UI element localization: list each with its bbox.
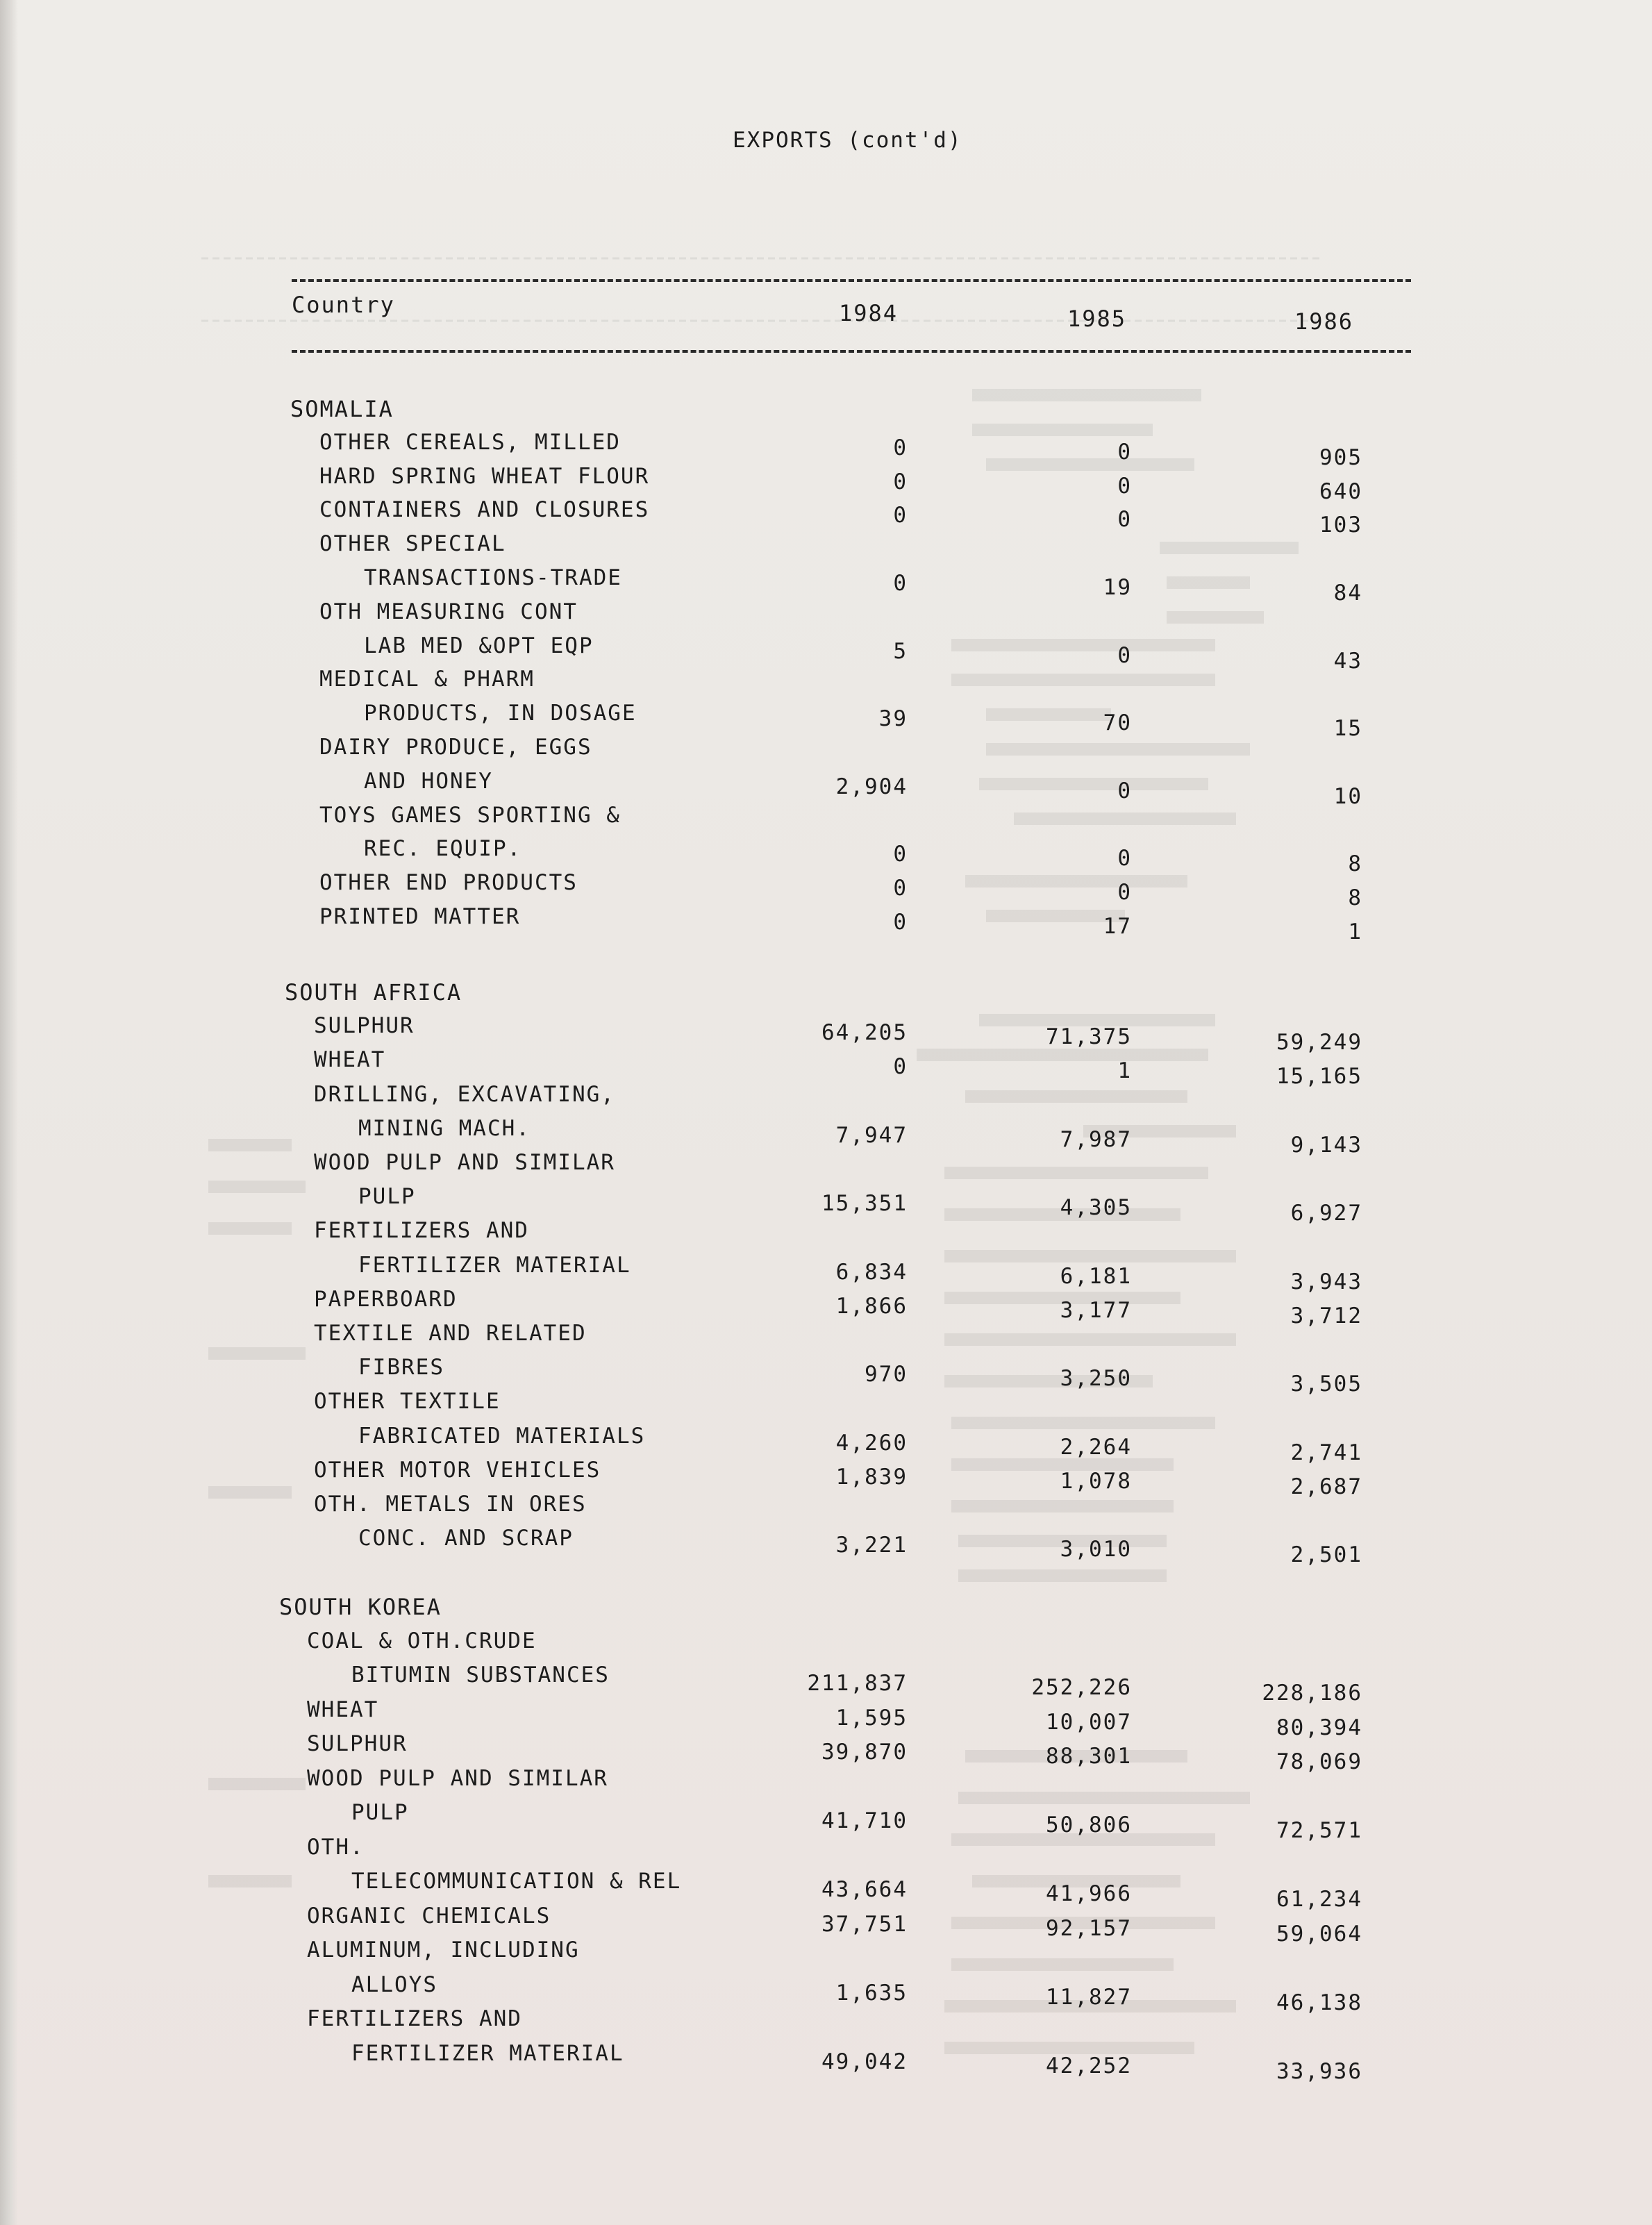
value-1986: 3,943 [1290,1269,1362,1294]
value-1985: 42,252 [1046,2053,1132,2078]
value-1985: 252,226 [1031,1675,1132,1700]
item-label: WHEAT [314,1047,386,1073]
value-1986: 6,927 [1290,1201,1362,1226]
item-label-continued: REC. EQUIP. [364,836,522,862]
item-label-continued: AND HONEY [364,768,493,794]
value-1984: 0 [893,876,908,901]
item-label: ORGANIC CHEMICALS [307,1903,551,1928]
value-1986: 103 [1319,512,1362,538]
value-1985: 92,157 [1046,1915,1132,1941]
value-1986: 8 [1348,885,1362,911]
item-label-continued: FERTILIZER MATERIAL [358,1252,631,1278]
value-1984: 39,870 [821,1740,908,1765]
item-label-continued: PULP [358,1184,416,1210]
column-header-1986: 1986 [1294,308,1354,335]
value-1985: 0 [1117,507,1132,533]
item-label: DAIRY PRODUCE, EGGS [319,735,592,760]
value-1985: 10,007 [1046,1709,1132,1735]
value-1985: 2,264 [1060,1434,1132,1460]
value-1984: 5 [893,638,908,664]
value-1984: 0 [893,469,908,494]
value-1986: 46,138 [1276,1990,1362,2015]
column-header-country: Country [292,292,395,318]
value-1985: 71,375 [1046,1024,1132,1050]
item-label-continued: TRANSACTIONS-TRADE [364,565,622,590]
value-1984: 1,866 [835,1293,908,1319]
value-1985: 11,827 [1046,1984,1132,2010]
value-1984: 0 [893,571,908,596]
value-1984: 43,664 [821,1877,908,1902]
item-label-continued: TELECOMMUNICATION & REL [351,1869,682,1894]
value-1984: 4,260 [835,1430,908,1456]
value-1984: 39 [878,706,908,732]
value-1985: 7,987 [1060,1126,1132,1152]
value-1984: 970 [865,1362,908,1388]
country-heading: SOUTH AFRICA [285,979,462,1006]
value-1984: 0 [893,503,908,528]
item-label: PRINTED MATTER [319,904,521,929]
value-1985: 0 [1117,473,1132,499]
value-1986: 1 [1348,919,1362,944]
value-1986: 59,064 [1276,1921,1362,1947]
value-1984: 49,042 [821,2049,908,2074]
value-1985: 41,966 [1046,1881,1132,1906]
value-1986: 3,712 [1290,1303,1362,1328]
value-1985: 1,078 [1060,1468,1132,1494]
value-1986: 2,741 [1290,1440,1362,1465]
value-1984: 0 [893,1054,908,1080]
value-1984: 6,834 [835,1259,908,1285]
value-1985: 4,305 [1060,1195,1132,1221]
value-1985: 3,250 [1060,1366,1132,1392]
value-1985: 17 [1103,914,1132,939]
item-label: WOOD PULP AND SIMILAR [314,1150,615,1175]
value-1986: 15 [1333,716,1362,742]
value-1984: 64,205 [821,1020,908,1046]
item-label: OTHER TEXTILE [314,1389,501,1415]
item-label-continued: FIBRES [358,1355,444,1381]
value-1984: 15,351 [821,1191,908,1217]
item-label: ALUMINUM, INCLUDING [307,1938,580,1962]
value-1984: 0 [893,910,908,935]
value-1986: 905 [1319,444,1362,470]
value-1984: 1,595 [835,1705,908,1731]
item-label: HARD SPRING WHEAT FLOUR [319,463,650,489]
value-1986: 80,394 [1276,1715,1362,1740]
value-1984: 1,635 [835,1980,908,2006]
value-1986: 2,501 [1290,1542,1362,1568]
item-label: OTH MEASURING CONT [319,599,578,624]
item-label: OTHER END PRODUCTS [319,870,578,896]
item-label: WHEAT [307,1697,379,1722]
item-label-continued: FABRICATED MATERIALS [358,1423,646,1449]
item-label: WOOD PULP AND SIMILAR [307,1765,608,1791]
value-1985: 19 [1103,575,1132,600]
item-label: OTHER SPECIAL [319,531,506,557]
value-1986: 10 [1333,783,1362,809]
value-1986: 3,505 [1290,1372,1362,1397]
country-heading: SOUTH KOREA [279,1594,442,1620]
item-label-continued: BITUMIN SUBSTANCES [351,1662,610,1688]
item-label-continued: LAB MED &OPT EQP [364,633,594,658]
item-label: CONTAINERS AND CLOSURES [319,497,650,523]
column-header-1984: 1984 [839,300,899,326]
value-1984: 1,839 [835,1464,908,1490]
item-label: FERTILIZERS AND [314,1218,529,1244]
value-1984: 7,947 [835,1122,908,1148]
country-heading: SOMALIA [290,396,394,422]
value-1985: 0 [1117,642,1132,668]
value-1984: 37,751 [821,1911,908,1937]
value-1986: 72,571 [1276,1818,1362,1843]
value-1985: 1 [1117,1058,1132,1084]
value-1985: 0 [1117,439,1132,465]
item-label: OTH. METALS IN ORES [314,1492,587,1517]
value-1986: 59,249 [1276,1030,1362,1056]
value-1986: 33,936 [1276,2058,1362,2084]
item-label-continued: PULP [351,1800,409,1825]
value-1986: 61,234 [1276,1887,1362,1912]
value-1986: 84 [1333,581,1362,606]
value-1986: 78,069 [1276,1749,1362,1774]
value-1985: 0 [1117,846,1132,872]
item-label: PAPERBOARD [314,1286,458,1312]
value-1985: 50,806 [1046,1812,1132,1838]
value-1985: 88,301 [1046,1744,1132,1769]
item-label: SULPHUR [307,1731,408,1756]
item-label: FERTILIZERS AND [307,2006,522,2031]
value-1986: 2,687 [1290,1474,1362,1499]
value-1985: 0 [1117,778,1132,803]
item-label: OTH. [307,1834,365,1860]
item-label-continued: ALLOYS [351,1972,437,1997]
value-1984: 0 [893,435,908,460]
item-label: DRILLING, EXCAVATING, [314,1081,615,1107]
value-1986: 8 [1348,851,1362,877]
value-1984: 211,837 [807,1671,908,1696]
value-1985: 70 [1103,710,1132,736]
value-1986: 640 [1319,478,1362,504]
value-1986: 15,165 [1276,1064,1362,1090]
value-1984: 0 [893,842,908,867]
item-label-continued: FERTILIZER MATERIAL [351,2040,624,2066]
item-label-continued: CONC. AND SCRAP [358,1526,574,1551]
value-1986: 228,186 [1262,1681,1362,1706]
item-label: MEDICAL & PHARM [319,667,535,692]
value-1986: 43 [1333,648,1362,674]
value-1985: 6,181 [1060,1263,1132,1289]
value-1984: 3,221 [835,1533,908,1558]
item-label: OTHER CEREALS, MILLED [319,429,621,455]
item-label: TOYS GAMES SPORTING & [319,802,621,828]
item-label: COAL & OTH.CRUDE [307,1628,537,1653]
item-label-continued: MINING MACH. [358,1115,531,1141]
value-1985: 0 [1117,880,1132,906]
item-label: SULPHUR [314,1013,415,1039]
page-title: EXPORTS (cont'd) [733,128,962,153]
column-header-1985: 1985 [1067,306,1127,332]
item-label-continued: PRODUCTS, IN DOSAGE [364,701,637,726]
value-1984: 2,904 [835,774,908,799]
value-1986: 9,143 [1290,1132,1362,1158]
item-label: OTHER MOTOR VEHICLES [314,1457,601,1483]
value-1984: 41,710 [821,1808,908,1833]
value-1985: 3,010 [1060,1537,1132,1562]
item-label: TEXTILE AND RELATED [314,1321,587,1346]
value-1985: 3,177 [1060,1297,1132,1323]
